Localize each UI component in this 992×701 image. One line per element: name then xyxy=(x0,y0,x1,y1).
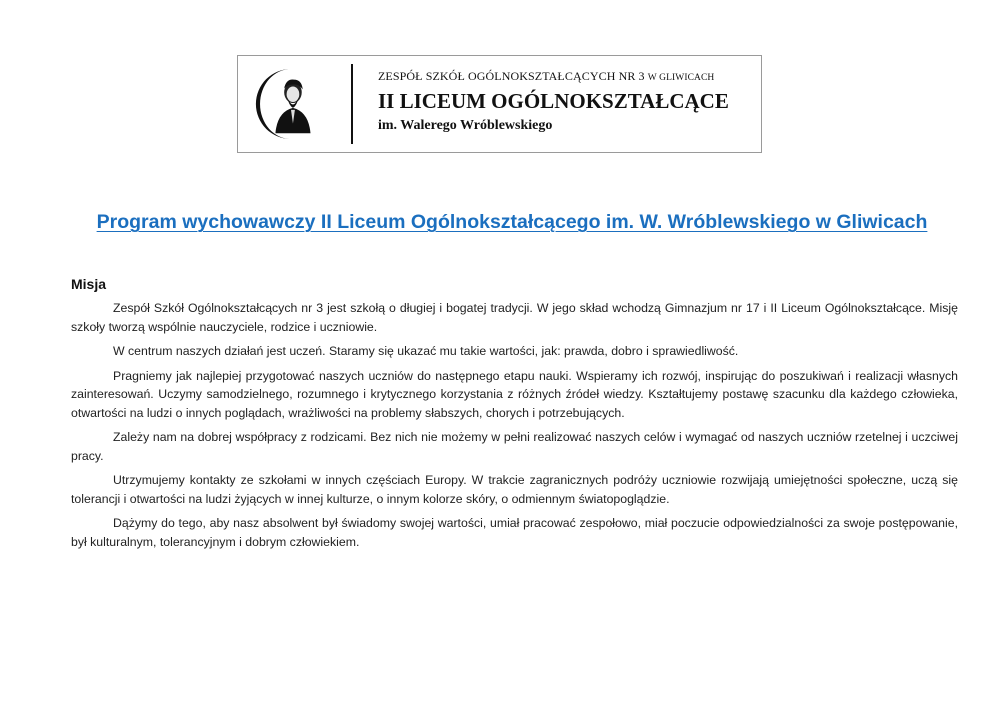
document-title[interactable]: Program wychowawczy II Liceum Ogólnokształcącego im. W. Wróblewskiego w Gliwicach xyxy=(96,211,928,233)
school-header xyxy=(237,55,762,153)
paragraph: W centrum naszych działań jest uczeń. Staramy się ukazać mu takie wartości, jak: prawda, dobro i sprawiedliwość. xyxy=(113,344,739,358)
school-complex-city: W GLIWICACH xyxy=(647,73,715,83)
paragraph: Zespół Szkół Ogólnokształcących nr 3 jest szkołą o długiej i bogatej tradycji. W jego skład wchodzą Gimnazjum nr 17 i II Liceum Ogólnokształcące. Misję szkoły tworzą wspólnie nauczyciele, rodzice i uczniowie. xyxy=(71,301,958,334)
portrait-emblem-icon xyxy=(252,65,330,143)
school-patron: im. Walerego Wróblewskiego xyxy=(378,118,553,133)
paragraph: Pragniemy jak najlepiej przygotować naszych uczniów do następnego etapu nauki. Wspieramy ich rozwój, inspirując do poszukiwań i realizacji własnych zainteresowań. Uczymy samodzielnego, rozumnego i krytycznego korzystania z różnych źródeł wiedzy. Kształtujemy postawę szacunku dla każdego człowieka, otwartości na ludzi o innych poglądach, wrażliwości na problemy słabszych, chorych i potrzebujących. xyxy=(71,368,958,420)
header-divider xyxy=(351,64,353,144)
paragraph: Dążymy do tego, aby nasz absolwent był świadomy swojej wartości, umiał pracować zespołowo, miał poczucie odpowiedzialności za swoje postępowanie, był kulturalnym, tolerancyjnym i dobrym człowiekiem. xyxy=(71,516,958,549)
document-body xyxy=(71,276,958,557)
paragraph: Utrzymujemy kontakty ze szkołami w innych częściach Europy. W trakcie zagranicznych podróży uczniowie rozwijają umiejętności społeczne, uczą się tolerancji i otwartości na ludzi żyjących w innej kulturze, o innym kolorze skóry, o odmiennym światopoglądzie. xyxy=(71,473,958,506)
school-complex-main: ZESPÓŁ SZKÓŁ OGÓLNOKSZTAŁCĄCYCH NR 3 xyxy=(378,69,645,83)
section-heading: Misja xyxy=(71,276,107,292)
school-name: II LICEUM OGÓLNOKSZTAŁCĄCE xyxy=(378,89,729,113)
paragraph: Zależy nam na dobrej współpracy z rodzicami. Bez nich nie możemy w pełni realizować naszych celów i wymagać od naszych uczniów rzetelnej i uczciwej pracy. xyxy=(71,430,958,463)
school-complex-name xyxy=(378,69,714,84)
